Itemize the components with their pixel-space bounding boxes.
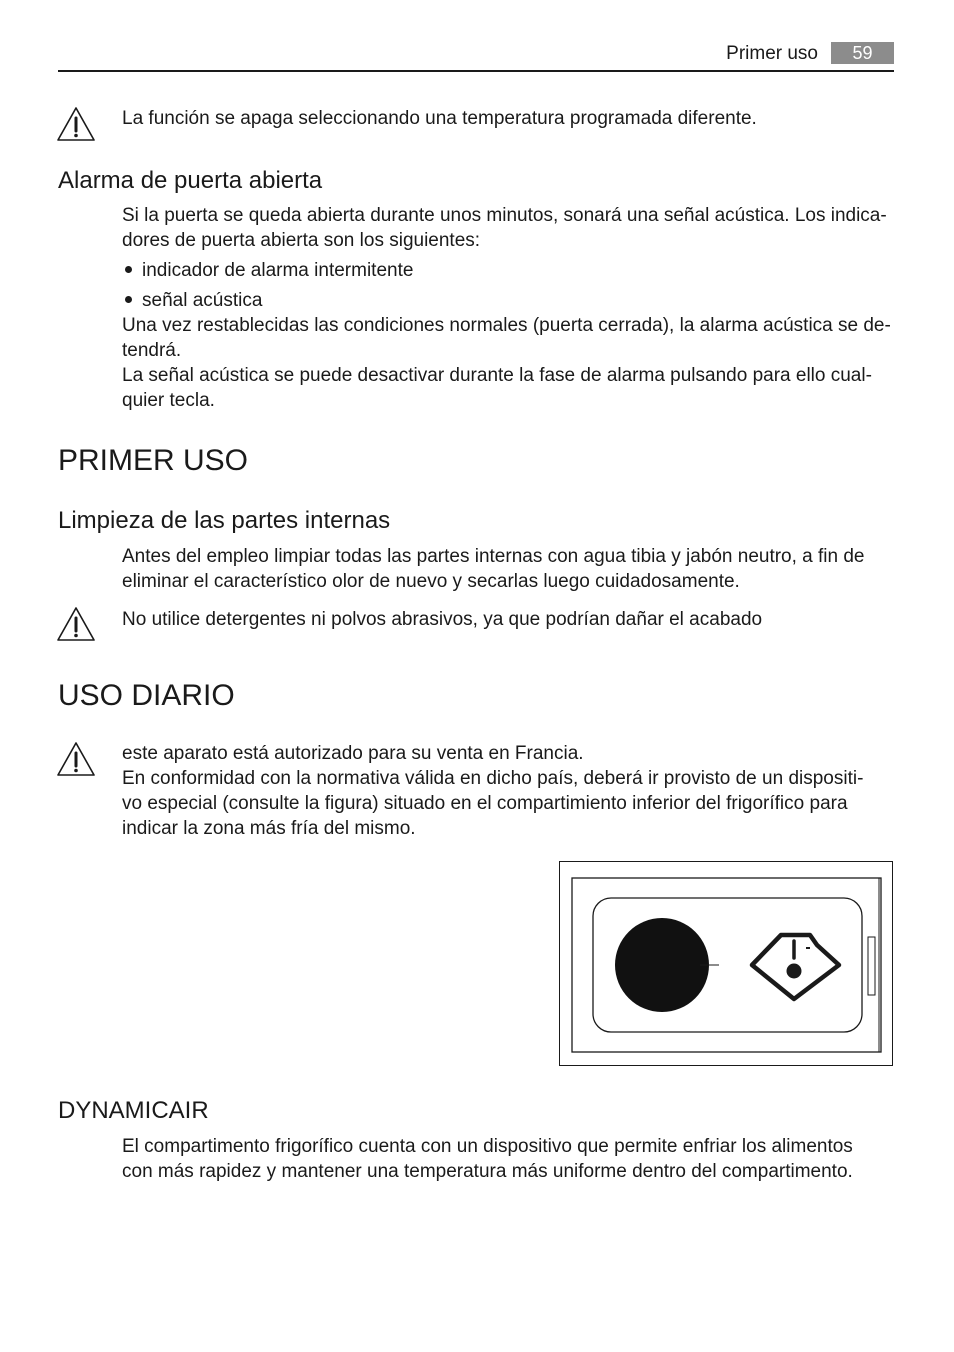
warning-triangle-icon: [56, 106, 96, 142]
door-alarm-after-line-3: La señal acústica se puede desactivar durante la fase de alarma pulsando para ello cual-: [122, 365, 872, 386]
section-heading-door-alarm: Alarma de puerta abierta: [58, 167, 323, 194]
list-item: [122, 288, 262, 313]
door-alarm-intro-line-2: dores de puerta abierta son los siguientes:: [122, 230, 481, 251]
page-number: 59: [831, 42, 894, 64]
chapter-heading-first-use: PRIMER USO: [58, 444, 249, 477]
running-header: Primer uso: [726, 43, 818, 64]
door-alarm-after-line-4: quier tecla.: [122, 390, 215, 411]
cleaning-text-line-1: Antes del empleo limpiar todas las partes internas con agua tibia y jabón neutro, a fin de: [122, 546, 865, 567]
warning-france-line-3: vo especial (consulte la figura) situado en el compartimiento inferior del frigorífico para: [122, 793, 848, 814]
list-item: [122, 258, 413, 283]
section-heading-dynamicair: DYNAMICAIR: [58, 1097, 209, 1124]
chapter-heading-daily-use: USO DIARIO: [58, 679, 235, 712]
dynamicair-text-line-2: con más rapidez y mantener una temperatura más uniforme dentro del compartimento.: [122, 1161, 853, 1182]
list-item-text: indicador de alarma intermitente: [142, 260, 414, 281]
warning-france-line-4: indicar la zona más fría del mismo.: [122, 818, 416, 839]
warning-no-detergents: No utilice detergentes ni polvos abrasivos, ya que podrían dañar el acabado: [122, 609, 763, 630]
bullet-icon: [125, 296, 132, 303]
warning-france-line-2: En conformidad con la normativa válida en dicho país, deberá ir provisto de un dispositi-: [122, 768, 864, 789]
bullet-icon: [125, 266, 132, 273]
list-item-text: señal acústica: [142, 290, 263, 311]
door-alarm-after-line-1: Una vez restablecidas las condiciones normales (puerta cerrada), la alarma acústica se de-: [122, 315, 891, 336]
door-alarm-intro-line-1: Si la puerta se queda abierta durante unos minutos, sonará una señal acústica. Los indica-: [122, 205, 887, 226]
door-alarm-after-line-2: tendrá.: [122, 340, 182, 361]
cleaning-text-line-2: eliminar el característico olor de nuevo y secarlas luego cuidadosamente.: [122, 571, 740, 592]
warning-triangle-icon: [56, 741, 96, 777]
dynamicair-text-line-1: El compartimento frigorífico cuenta con un dispositivo que permite enfriar los alimentos: [122, 1136, 853, 1157]
warning-triangle-icon: [56, 606, 96, 642]
section-heading-cleaning: Limpieza de las partes internas: [58, 507, 391, 534]
warning-function-off: La función se apaga seleccionando una temperatura programada diferente.: [122, 108, 757, 129]
coldest-zone-figure: [559, 861, 893, 1066]
warning-france-line-1: este aparato está autorizado para su venta en Francia.: [122, 743, 584, 764]
coldest-zone-indicator-icon: [560, 862, 891, 1064]
header-divider: [58, 70, 894, 72]
